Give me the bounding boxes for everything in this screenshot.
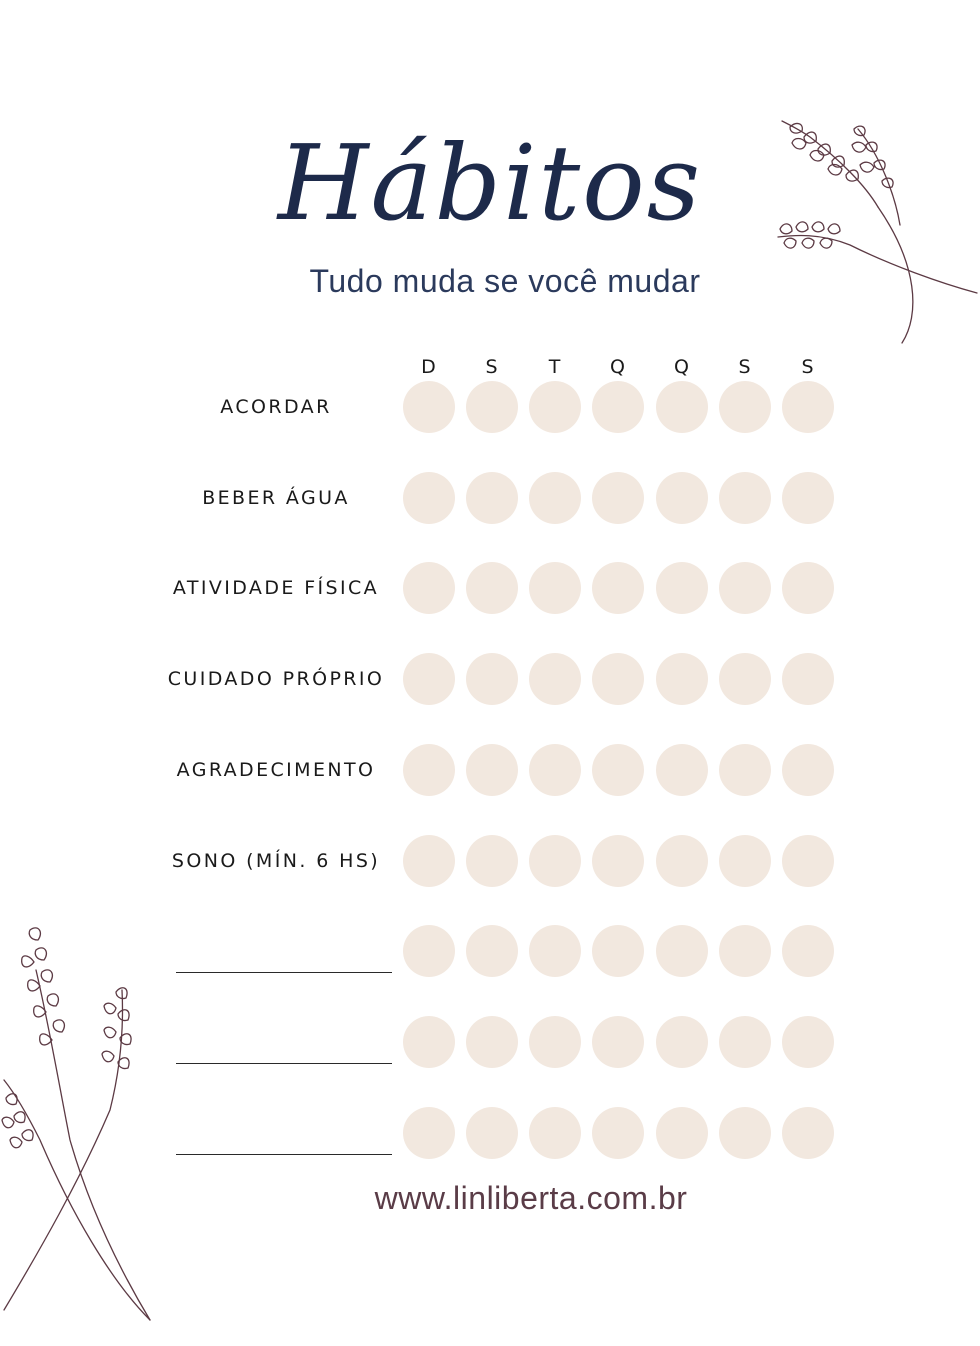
habit-label: CUIDADO PRÓPRIO [167, 668, 385, 690]
habit-row-acordar [0, 381, 980, 433]
habit-check-circle[interactable] [592, 744, 644, 796]
habit-check-circle[interactable] [466, 381, 518, 433]
habit-check-circle[interactable] [529, 925, 581, 977]
habit-check-circle[interactable] [656, 744, 708, 796]
habit-check-circle[interactable] [656, 562, 708, 614]
habit-check-circle[interactable] [782, 562, 834, 614]
habit-check-circle[interactable] [403, 562, 455, 614]
habit-check-circle[interactable] [782, 653, 834, 705]
habit-check-circle[interactable] [403, 472, 455, 524]
habit-check-circle[interactable] [529, 1107, 581, 1159]
habit-check-circle[interactable] [592, 925, 644, 977]
habit-check-circle[interactable] [466, 925, 518, 977]
habit-check-circle[interactable] [656, 653, 708, 705]
habit-check-circle[interactable] [466, 562, 518, 614]
website-url[interactable]: www.linliberta.com.br [374, 1180, 688, 1216]
habit-check-circle[interactable] [529, 744, 581, 796]
habit-check-circle[interactable] [656, 472, 708, 524]
habit-check-circle[interactable] [719, 472, 771, 524]
habit-label: BEBER ÁGUA [202, 487, 350, 509]
day-label: D [421, 356, 437, 378]
page-title: Hábitos [277, 122, 703, 244]
day-label: T [548, 356, 562, 378]
habit-row-beber-agua [0, 472, 980, 524]
habit-check-circle[interactable] [403, 1016, 455, 1068]
habit-check-circle[interactable] [529, 835, 581, 887]
habit-check-circle[interactable] [719, 381, 771, 433]
habit-check-circle[interactable] [529, 472, 581, 524]
habit-check-circle[interactable] [466, 1107, 518, 1159]
habit-check-circle[interactable] [529, 1016, 581, 1068]
habit-check-circle[interactable] [466, 835, 518, 887]
habit-check-circle[interactable] [403, 1107, 455, 1159]
habit-check-circle[interactable] [719, 835, 771, 887]
habit-check-circle[interactable] [403, 835, 455, 887]
habit-check-circle[interactable] [656, 1016, 708, 1068]
habit-check-circle[interactable] [403, 653, 455, 705]
habit-check-circle[interactable] [592, 1107, 644, 1159]
habit-check-circle[interactable] [529, 381, 581, 433]
day-label: S [485, 356, 499, 378]
day-label: Q [610, 356, 626, 378]
habit-label: AGRADECIMENTO [176, 759, 376, 781]
habit-check-circle[interactable] [592, 562, 644, 614]
habit-check-circle[interactable] [592, 1016, 644, 1068]
habit-check-circle[interactable] [403, 381, 455, 433]
habit-row-agradecimento [0, 744, 980, 796]
habit-check-circle[interactable] [719, 653, 771, 705]
habit-check-circle[interactable] [719, 925, 771, 977]
habit-check-circle[interactable] [656, 925, 708, 977]
habit-check-circle[interactable] [782, 472, 834, 524]
habit-check-circle[interactable] [719, 1107, 771, 1159]
habit-check-circle[interactable] [656, 381, 708, 433]
habit-check-circle[interactable] [466, 1016, 518, 1068]
habit-check-circle[interactable] [592, 472, 644, 524]
habit-blank-line[interactable] [176, 1154, 392, 1155]
habit-check-circle[interactable] [782, 1016, 834, 1068]
habit-check-circle[interactable] [592, 835, 644, 887]
habit-check-circle[interactable] [782, 925, 834, 977]
day-label: Q [674, 356, 690, 378]
habit-check-circle[interactable] [782, 1107, 834, 1159]
habit-check-circle[interactable] [466, 653, 518, 705]
habit-check-circle[interactable] [592, 381, 644, 433]
habit-row-sono [0, 835, 980, 887]
habit-check-circle[interactable] [529, 653, 581, 705]
habit-check-circle[interactable] [782, 381, 834, 433]
habit-check-circle[interactable] [656, 835, 708, 887]
habit-check-circle[interactable] [466, 472, 518, 524]
habit-check-circle[interactable] [719, 744, 771, 796]
habit-check-circle[interactable] [656, 1107, 708, 1159]
habit-label: SONO (MÍN. 6 HS) [171, 850, 381, 872]
habit-label: ACORDAR [220, 396, 332, 418]
page-subtitle: Tudo muda se você mudar [309, 263, 701, 299]
habit-check-circle[interactable] [719, 1016, 771, 1068]
habit-label: ATIVIDADE FÍSICA [172, 577, 380, 599]
botanical-bottom-left-icon [0, 910, 165, 1325]
habit-check-circle[interactable] [719, 562, 771, 614]
habit-blank-line[interactable] [176, 1063, 392, 1064]
habit-check-circle[interactable] [782, 835, 834, 887]
habit-row-atividade-fisica [0, 562, 980, 614]
day-label: S [738, 356, 752, 378]
weekday-header [0, 356, 980, 382]
habit-check-circle[interactable] [592, 653, 644, 705]
habit-check-circle[interactable] [403, 925, 455, 977]
habit-blank-line[interactable] [176, 972, 392, 973]
habit-check-circle[interactable] [782, 744, 834, 796]
day-label: S [801, 356, 815, 378]
habit-check-circle[interactable] [403, 744, 455, 796]
habit-check-circle[interactable] [529, 562, 581, 614]
habit-row-cuidado-proprio [0, 653, 980, 705]
habit-check-circle[interactable] [466, 744, 518, 796]
